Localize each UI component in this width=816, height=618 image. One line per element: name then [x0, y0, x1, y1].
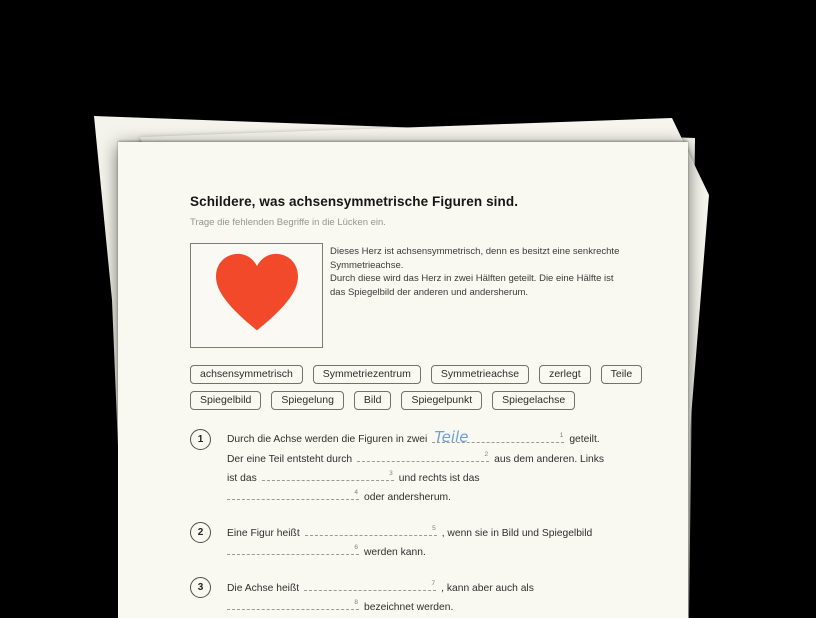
word-bank — [190, 365, 660, 410]
blank-index: 1 — [559, 432, 564, 439]
answer-blank-7[interactable] — [304, 576, 436, 591]
word-bank-row-2 — [190, 391, 660, 410]
word-chip-spiegelpunkt[interactable]: Spiegelpunkt — [401, 391, 482, 410]
question-3-number: 3 — [190, 577, 211, 598]
blank-index: 4 — [354, 489, 358, 496]
blank-index: 3 — [389, 470, 393, 477]
question-text: Der eine Teil entsteht durch — [227, 454, 353, 465]
blank-index: 5 — [432, 525, 436, 532]
blank-index: 7 — [431, 580, 436, 587]
question-1-line-4 — [227, 485, 604, 504]
word-chip-achsensymmetrisch[interactable]: achsensymmetrisch — [190, 365, 303, 384]
question-text: und rechts ist das — [398, 473, 480, 484]
heart-shape — [216, 253, 298, 330]
heart-icon — [211, 252, 303, 334]
question-text: ist das — [227, 473, 257, 484]
word-chip-symmetrieachse[interactable]: Symmetrieachse — [431, 365, 529, 384]
question-1-line-2 — [227, 447, 604, 466]
word-bank-row-1 — [190, 365, 660, 384]
page-subtitle: Trage die fehlenden Begriffe in die Lücken ein. — [190, 217, 386, 228]
worksheet-page — [118, 142, 688, 618]
word-chip-bild[interactable]: Bild — [354, 391, 392, 410]
question-3-line-1 — [227, 576, 534, 595]
question-text: werden kann. — [364, 547, 426, 558]
question-1-line-1 — [227, 428, 604, 447]
blank-index: 6 — [354, 544, 358, 551]
question-text: geteilt. — [569, 434, 600, 445]
page-title: Schildere, was achsensymmetrische Figuren sind. — [190, 194, 519, 209]
question-text: Die Achse heißt — [227, 583, 300, 594]
word-chip-spiegelbild[interactable]: Spiegelbild — [190, 391, 261, 410]
answer-blank-4[interactable] — [227, 485, 359, 500]
question-text: , wenn sie in Bild und Spiegelbild — [441, 528, 593, 539]
example-figure — [190, 243, 660, 348]
question-text: aus dem anderen. Links — [494, 454, 605, 465]
question-text: Durch die Achse werden die Figuren in zwei — [227, 434, 428, 445]
answer-blank-6[interactable] — [227, 540, 359, 555]
question-text: bezeichnet werden. — [364, 602, 454, 613]
answer-fill[interactable]: Teile — [434, 428, 469, 446]
question-text: Eine Figur heißt — [227, 528, 300, 539]
question-2-number: 2 — [190, 522, 211, 543]
heart-figure-box — [190, 243, 323, 348]
answer-blank-8[interactable] — [227, 595, 359, 610]
question-1-number: 1 — [190, 429, 211, 450]
answer-blank-5[interactable] — [305, 521, 437, 536]
figure-description-line-2: Durch diese wird das Herz in zwei Hälften geteilt. Die eine Hälfte ist das Spiegelbild der anderen und andersherum. — [330, 273, 614, 298]
question-text: oder andersherum. — [364, 492, 452, 503]
word-chip-spiegelachse[interactable]: Spiegelachse — [492, 391, 575, 410]
question-1 — [190, 428, 660, 504]
question-2-line-1 — [227, 521, 592, 540]
figure-description-line-1: Dieses Herz ist achsensymmetrisch, denn es besitzt eine senkrechte Symmetrieachse. — [330, 246, 620, 271]
word-chip-zerlegt[interactable]: zerlegt — [539, 365, 591, 384]
answer-blank-2[interactable] — [357, 447, 489, 462]
question-text: , kann aber auch als — [441, 583, 534, 594]
word-chip-spiegelung[interactable]: Spiegelung — [271, 391, 344, 410]
word-chip-teile[interactable]: Teile — [601, 365, 643, 384]
blank-index: 8 — [354, 599, 358, 606]
question-list — [190, 428, 660, 614]
figure-description — [330, 245, 622, 348]
answer-blank-3[interactable] — [262, 466, 394, 481]
blank-index: 2 — [484, 451, 489, 458]
answer-blank-1[interactable] — [432, 428, 564, 446]
question-3 — [190, 576, 660, 614]
question-2 — [190, 521, 660, 559]
word-chip-symmetriezentrum[interactable]: Symmetriezentrum — [313, 365, 421, 384]
